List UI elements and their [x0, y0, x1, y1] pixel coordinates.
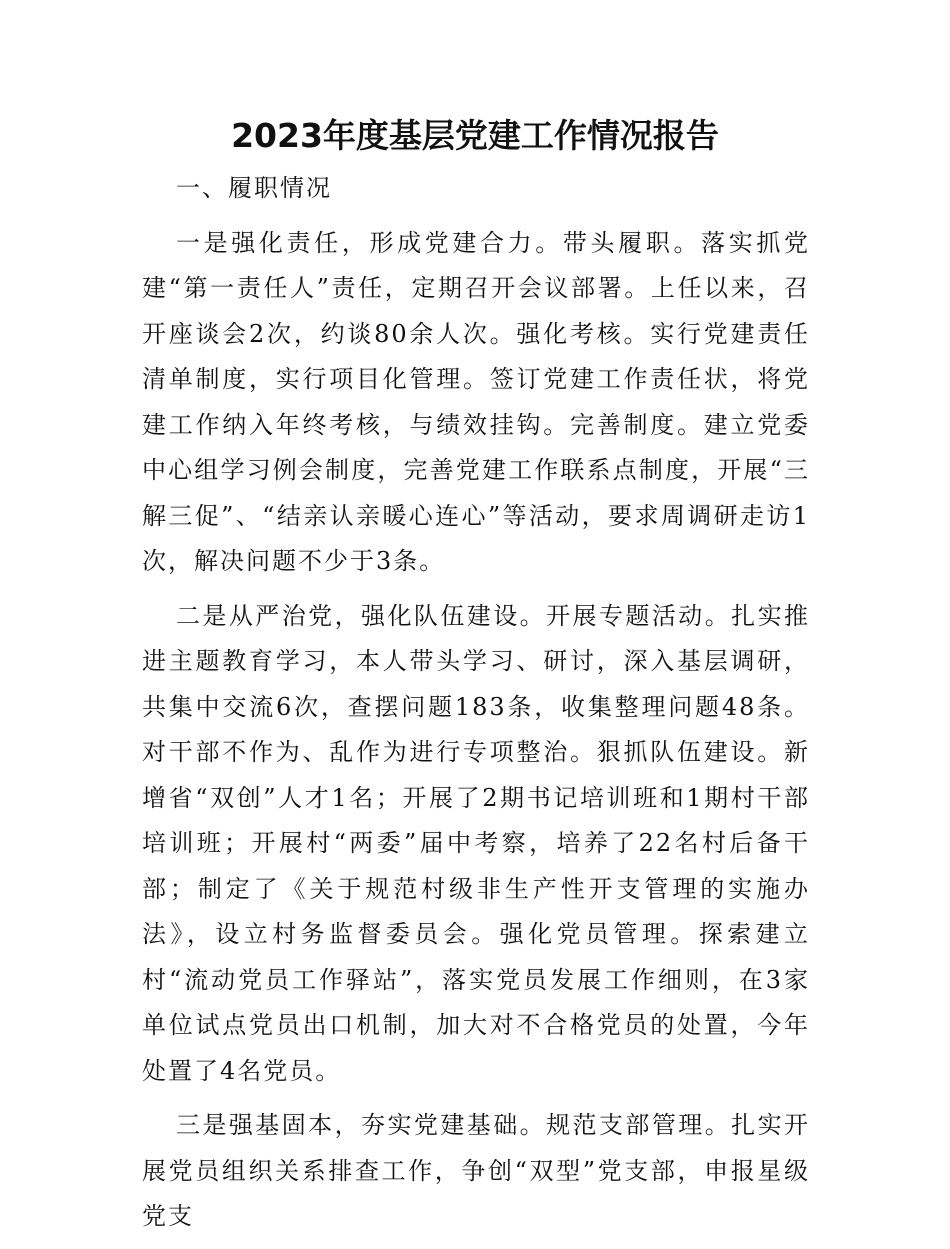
paragraph-2: 二是从严治党，强化队伍建设。开展专题活动。扎实推进主题教育学习，本人带头学习、研讨，深入基层调研，共集中交流6次，查摆问题183条，收集整理问题48条。对干部不作为、乱作为进行专项整治。狠抓队伍建设。新增省“双创”人才1名；开展了2期书记培训班和1期村干部培训班；开展村“两委”届中考察，培养了22名村后备干部；制定了《关于规范村级非生产性开支管理的实施办法》，设立村务监督委员会。强化党员管理。探索建立村“流动党员工作驿站”，落实党员发展工作细则，在3家单位试点党员出口机制，加大对不合格党员的处置，今年处置了4名党员。 — [142, 601, 810, 1085]
document-body — [142, 166, 810, 1249]
section-heading: 一、履职情况 — [176, 174, 332, 202]
paragraph-1: 一是强化责任，形成党建合力。带头履职。落实抓党建“第一责任人”责任，定期召开会议部署。上任以来，召开座谈会2次，约谈80余人次。强化考核。实行党建责任清单制度，实行项目化管理。签订党建工作责任状，将党建工作纳入年终考核，与绩效挂钩。完善制度。建立党委中心组学习例会制度，完善党建工作联系点制度，开展“三解三促”、“结亲认亲暖心连心”等活动，要求周调研走访1次，解决问题不少于3条。 — [142, 228, 810, 575]
document-title: 2023年度基层党建工作情况报告 — [231, 116, 719, 155]
paragraph-3: 三是强基固本，夯实党建基础。规范支部管理。扎实开展党员组织关系排查工作，争创“双型”党支部，申报星级党支 — [142, 1111, 810, 1230]
